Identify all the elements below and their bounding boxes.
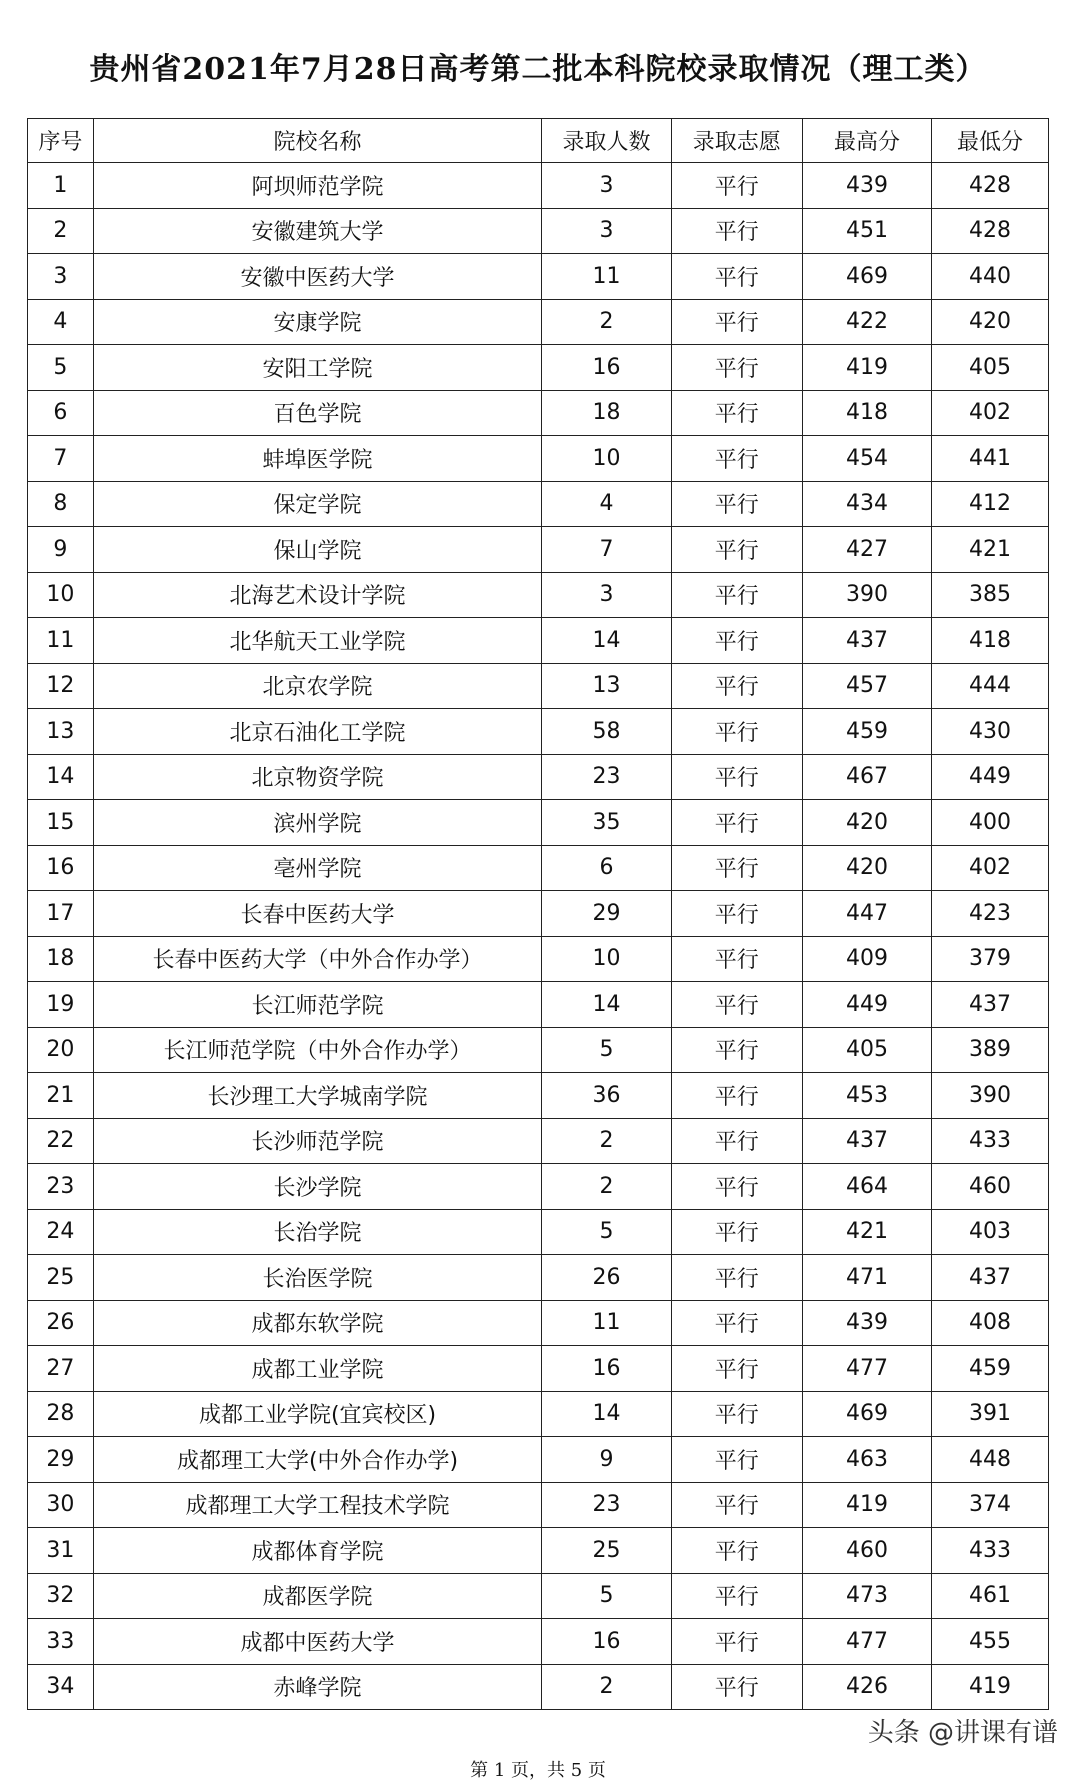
cell-admitted-count: 3 bbox=[542, 208, 671, 254]
cell-min-score: 391 bbox=[932, 1391, 1049, 1437]
cell-admitted-count: 9 bbox=[542, 1437, 671, 1483]
cell-preference: 平行 bbox=[671, 1027, 802, 1073]
cell-index: 2 bbox=[28, 208, 94, 254]
cell-index: 21 bbox=[28, 1073, 94, 1119]
cell-admitted-count: 14 bbox=[542, 1391, 671, 1437]
cell-admitted-count: 5 bbox=[542, 1027, 671, 1073]
cell-max-score: 418 bbox=[802, 390, 931, 436]
cell-index: 15 bbox=[28, 800, 94, 846]
table-row bbox=[28, 936, 1049, 982]
cell-min-score: 448 bbox=[932, 1437, 1049, 1483]
table-row bbox=[28, 845, 1049, 891]
cell-index: 7 bbox=[28, 436, 94, 482]
cell-admitted-count: 4 bbox=[542, 481, 671, 527]
cell-max-score: 437 bbox=[802, 1118, 931, 1164]
cell-admitted-count: 16 bbox=[542, 1619, 671, 1665]
cell-index: 27 bbox=[28, 1346, 94, 1392]
cell-school-name: 北京石油化工学院 bbox=[93, 709, 542, 755]
cell-school-name: 安徽中医药大学 bbox=[93, 254, 542, 300]
table-row bbox=[28, 345, 1049, 391]
table-row bbox=[28, 1573, 1049, 1619]
cell-max-score: 405 bbox=[802, 1027, 931, 1073]
cell-preference: 平行 bbox=[671, 936, 802, 982]
cell-preference: 平行 bbox=[671, 754, 802, 800]
table-row bbox=[28, 1664, 1049, 1710]
cell-min-score: 459 bbox=[932, 1346, 1049, 1392]
cell-admitted-count: 10 bbox=[542, 936, 671, 982]
cell-max-score: 420 bbox=[802, 845, 931, 891]
cell-school-name: 百色学院 bbox=[93, 390, 542, 436]
cell-admitted-count: 35 bbox=[542, 800, 671, 846]
cell-preference: 平行 bbox=[671, 254, 802, 300]
cell-school-name: 滨州学院 bbox=[93, 800, 542, 846]
table-row bbox=[28, 390, 1049, 436]
cell-admitted-count: 29 bbox=[542, 891, 671, 937]
col-header-max-score: 最高分 bbox=[802, 119, 931, 163]
cell-index: 13 bbox=[28, 709, 94, 755]
cell-max-score: 477 bbox=[802, 1619, 931, 1665]
cell-preference: 平行 bbox=[671, 1164, 802, 1210]
cell-min-score: 402 bbox=[932, 390, 1049, 436]
cell-max-score: 467 bbox=[802, 754, 931, 800]
cell-min-score: 437 bbox=[932, 982, 1049, 1028]
cell-preference: 平行 bbox=[671, 1118, 802, 1164]
page-footer: 第 1 页，共 5 页 bbox=[470, 1760, 606, 1781]
cell-min-score: 455 bbox=[932, 1619, 1049, 1665]
cell-max-score: 454 bbox=[802, 436, 931, 482]
cell-preference: 平行 bbox=[671, 345, 802, 391]
cell-preference: 平行 bbox=[671, 1346, 802, 1392]
cell-index: 25 bbox=[28, 1255, 94, 1301]
cell-preference: 平行 bbox=[671, 709, 802, 755]
cell-preference: 平行 bbox=[671, 1391, 802, 1437]
cell-min-score: 440 bbox=[932, 254, 1049, 300]
cell-index: 11 bbox=[28, 618, 94, 664]
table-row bbox=[28, 618, 1049, 664]
cell-school-name: 赤峰学院 bbox=[93, 1664, 542, 1710]
cell-admitted-count: 3 bbox=[542, 163, 671, 209]
cell-admitted-count: 7 bbox=[542, 527, 671, 573]
cell-school-name: 蚌埠医学院 bbox=[93, 436, 542, 482]
col-header-admitted-count: 录取人数 bbox=[542, 119, 671, 163]
cell-preference: 平行 bbox=[671, 572, 802, 618]
cell-school-name: 成都中医药大学 bbox=[93, 1619, 542, 1665]
cell-preference: 平行 bbox=[671, 1573, 802, 1619]
cell-max-score: 439 bbox=[802, 163, 931, 209]
col-header-school: 院校名称 bbox=[93, 119, 542, 163]
table-row bbox=[28, 481, 1049, 527]
cell-index: 19 bbox=[28, 982, 94, 1028]
table-row bbox=[28, 1027, 1049, 1073]
cell-school-name: 安阳工学院 bbox=[93, 345, 542, 391]
cell-school-name: 保山学院 bbox=[93, 527, 542, 573]
cell-school-name: 北京物资学院 bbox=[93, 754, 542, 800]
cell-admitted-count: 23 bbox=[542, 1482, 671, 1528]
table-row bbox=[28, 754, 1049, 800]
watermark: 头条 @讲课有谱 bbox=[867, 1718, 1058, 1748]
cell-min-score: 441 bbox=[932, 436, 1049, 482]
cell-preference: 平行 bbox=[671, 436, 802, 482]
table-row bbox=[28, 527, 1049, 573]
cell-index: 9 bbox=[28, 527, 94, 573]
cell-index: 4 bbox=[28, 299, 94, 345]
cell-min-score: 430 bbox=[932, 709, 1049, 755]
cell-admitted-count: 16 bbox=[542, 345, 671, 391]
table-row bbox=[28, 163, 1049, 209]
cell-admitted-count: 23 bbox=[542, 754, 671, 800]
table-row bbox=[28, 254, 1049, 300]
cell-min-score: 402 bbox=[932, 845, 1049, 891]
cell-school-name: 长沙理工大学城南学院 bbox=[93, 1073, 542, 1119]
cell-admitted-count: 2 bbox=[542, 1664, 671, 1710]
cell-min-score: 437 bbox=[932, 1255, 1049, 1301]
cell-index: 8 bbox=[28, 481, 94, 527]
cell-max-score: 419 bbox=[802, 1482, 931, 1528]
cell-preference: 平行 bbox=[671, 299, 802, 345]
cell-index: 1 bbox=[28, 163, 94, 209]
cell-preference: 平行 bbox=[671, 1300, 802, 1346]
cell-admitted-count: 10 bbox=[542, 436, 671, 482]
cell-school-name: 安康学院 bbox=[93, 299, 542, 345]
cell-school-name: 安徽建筑大学 bbox=[93, 208, 542, 254]
cell-school-name: 北京农学院 bbox=[93, 663, 542, 709]
cell-school-name: 长江师范学院（中外合作办学） bbox=[93, 1027, 542, 1073]
table-header-row bbox=[28, 119, 1049, 163]
cell-max-score: 469 bbox=[802, 254, 931, 300]
cell-index: 10 bbox=[28, 572, 94, 618]
cell-min-score: 428 bbox=[932, 163, 1049, 209]
table-row bbox=[28, 1391, 1049, 1437]
cell-school-name: 长春中医药大学（中外合作办学） bbox=[93, 936, 542, 982]
table-row bbox=[28, 1255, 1049, 1301]
cell-preference: 平行 bbox=[671, 618, 802, 664]
cell-school-name: 阿坝师范学院 bbox=[93, 163, 542, 209]
cell-min-score: 449 bbox=[932, 754, 1049, 800]
cell-max-score: 427 bbox=[802, 527, 931, 573]
cell-min-score: 433 bbox=[932, 1528, 1049, 1574]
table-body bbox=[28, 163, 1049, 1710]
cell-admitted-count: 13 bbox=[542, 663, 671, 709]
cell-max-score: 447 bbox=[802, 891, 931, 937]
cell-min-score: 419 bbox=[932, 1664, 1049, 1710]
cell-max-score: 422 bbox=[802, 299, 931, 345]
cell-preference: 平行 bbox=[671, 208, 802, 254]
cell-min-score: 423 bbox=[932, 891, 1049, 937]
cell-min-score: 405 bbox=[932, 345, 1049, 391]
cell-admitted-count: 11 bbox=[542, 254, 671, 300]
table-row bbox=[28, 982, 1049, 1028]
cell-index: 32 bbox=[28, 1573, 94, 1619]
cell-max-score: 419 bbox=[802, 345, 931, 391]
cell-school-name: 北华航天工业学院 bbox=[93, 618, 542, 664]
cell-max-score: 471 bbox=[802, 1255, 931, 1301]
cell-admitted-count: 2 bbox=[542, 299, 671, 345]
cell-index: 24 bbox=[28, 1209, 94, 1255]
admission-table bbox=[27, 118, 1049, 1710]
cell-admitted-count: 6 bbox=[542, 845, 671, 891]
table-row bbox=[28, 1346, 1049, 1392]
cell-preference: 平行 bbox=[671, 1664, 802, 1710]
cell-school-name: 成都工业学院(宜宾校区) bbox=[93, 1391, 542, 1437]
cell-preference: 平行 bbox=[671, 800, 802, 846]
cell-school-name: 长沙学院 bbox=[93, 1164, 542, 1210]
cell-max-score: 464 bbox=[802, 1164, 931, 1210]
cell-preference: 平行 bbox=[671, 1619, 802, 1665]
cell-max-score: 473 bbox=[802, 1573, 931, 1619]
cell-min-score: 400 bbox=[932, 800, 1049, 846]
cell-min-score: 390 bbox=[932, 1073, 1049, 1119]
page-title: 贵州省2021年7月28日高考第二批本科院校录取情况（理工类） bbox=[89, 52, 987, 87]
cell-max-score: 477 bbox=[802, 1346, 931, 1392]
cell-max-score: 439 bbox=[802, 1300, 931, 1346]
cell-admitted-count: 25 bbox=[542, 1528, 671, 1574]
table-row bbox=[28, 1300, 1049, 1346]
cell-max-score: 434 bbox=[802, 481, 931, 527]
cell-admitted-count: 26 bbox=[542, 1255, 671, 1301]
cell-admitted-count: 2 bbox=[542, 1164, 671, 1210]
cell-index: 33 bbox=[28, 1619, 94, 1665]
cell-index: 23 bbox=[28, 1164, 94, 1210]
cell-max-score: 469 bbox=[802, 1391, 931, 1437]
cell-max-score: 463 bbox=[802, 1437, 931, 1483]
cell-preference: 平行 bbox=[671, 982, 802, 1028]
cell-index: 28 bbox=[28, 1391, 94, 1437]
cell-max-score: 426 bbox=[802, 1664, 931, 1710]
col-header-index: 序号 bbox=[28, 119, 94, 163]
cell-max-score: 459 bbox=[802, 709, 931, 755]
cell-min-score: 403 bbox=[932, 1209, 1049, 1255]
cell-preference: 平行 bbox=[671, 1482, 802, 1528]
cell-index: 26 bbox=[28, 1300, 94, 1346]
cell-max-score: 421 bbox=[802, 1209, 931, 1255]
cell-school-name: 成都体育学院 bbox=[93, 1528, 542, 1574]
cell-school-name: 长春中医药大学 bbox=[93, 891, 542, 937]
cell-preference: 平行 bbox=[671, 845, 802, 891]
table-row bbox=[28, 1482, 1049, 1528]
cell-index: 18 bbox=[28, 936, 94, 982]
table-row bbox=[28, 1164, 1049, 1210]
cell-index: 20 bbox=[28, 1027, 94, 1073]
cell-admitted-count: 16 bbox=[542, 1346, 671, 1392]
cell-min-score: 412 bbox=[932, 481, 1049, 527]
table-row bbox=[28, 1528, 1049, 1574]
cell-min-score: 460 bbox=[932, 1164, 1049, 1210]
cell-preference: 平行 bbox=[671, 1073, 802, 1119]
cell-index: 17 bbox=[28, 891, 94, 937]
cell-admitted-count: 3 bbox=[542, 572, 671, 618]
cell-min-score: 420 bbox=[932, 299, 1049, 345]
cell-max-score: 449 bbox=[802, 982, 931, 1028]
col-header-preference: 录取志愿 bbox=[671, 119, 802, 163]
cell-admitted-count: 2 bbox=[542, 1118, 671, 1164]
cell-school-name: 成都东软学院 bbox=[93, 1300, 542, 1346]
table-row bbox=[28, 663, 1049, 709]
cell-school-name: 保定学院 bbox=[93, 481, 542, 527]
cell-admitted-count: 14 bbox=[542, 618, 671, 664]
cell-school-name: 长治医学院 bbox=[93, 1255, 542, 1301]
cell-min-score: 444 bbox=[932, 663, 1049, 709]
cell-index: 22 bbox=[28, 1118, 94, 1164]
table-row bbox=[28, 1073, 1049, 1119]
cell-index: 6 bbox=[28, 390, 94, 436]
cell-min-score: 379 bbox=[932, 936, 1049, 982]
table-row bbox=[28, 1619, 1049, 1665]
cell-admitted-count: 58 bbox=[542, 709, 671, 755]
cell-max-score: 420 bbox=[802, 800, 931, 846]
cell-index: 14 bbox=[28, 754, 94, 800]
cell-min-score: 421 bbox=[932, 527, 1049, 573]
cell-preference: 平行 bbox=[671, 1437, 802, 1483]
table-row bbox=[28, 572, 1049, 618]
cell-preference: 平行 bbox=[671, 1255, 802, 1301]
table-row bbox=[28, 709, 1049, 755]
cell-school-name: 成都工业学院 bbox=[93, 1346, 542, 1392]
cell-school-name: 长沙师范学院 bbox=[93, 1118, 542, 1164]
cell-admitted-count: 5 bbox=[542, 1209, 671, 1255]
cell-preference: 平行 bbox=[671, 527, 802, 573]
cell-preference: 平行 bbox=[671, 891, 802, 937]
table-row bbox=[28, 891, 1049, 937]
cell-max-score: 390 bbox=[802, 572, 931, 618]
cell-min-score: 461 bbox=[932, 1573, 1049, 1619]
cell-max-score: 453 bbox=[802, 1073, 931, 1119]
table-row bbox=[28, 1437, 1049, 1483]
cell-preference: 平行 bbox=[671, 481, 802, 527]
cell-admitted-count: 36 bbox=[542, 1073, 671, 1119]
cell-max-score: 451 bbox=[802, 208, 931, 254]
cell-school-name: 成都医学院 bbox=[93, 1573, 542, 1619]
cell-min-score: 389 bbox=[932, 1027, 1049, 1073]
cell-preference: 平行 bbox=[671, 663, 802, 709]
cell-max-score: 409 bbox=[802, 936, 931, 982]
col-header-min-score: 最低分 bbox=[932, 119, 1049, 163]
cell-preference: 平行 bbox=[671, 1528, 802, 1574]
cell-admitted-count: 18 bbox=[542, 390, 671, 436]
cell-min-score: 385 bbox=[932, 572, 1049, 618]
cell-min-score: 433 bbox=[932, 1118, 1049, 1164]
cell-max-score: 457 bbox=[802, 663, 931, 709]
cell-school-name: 成都理工大学(中外合作办学) bbox=[93, 1437, 542, 1483]
cell-max-score: 460 bbox=[802, 1528, 931, 1574]
cell-admitted-count: 14 bbox=[542, 982, 671, 1028]
cell-school-name: 亳州学院 bbox=[93, 845, 542, 891]
cell-school-name: 长治学院 bbox=[93, 1209, 542, 1255]
cell-index: 29 bbox=[28, 1437, 94, 1483]
table-row bbox=[28, 1118, 1049, 1164]
cell-admitted-count: 11 bbox=[542, 1300, 671, 1346]
cell-school-name: 长江师范学院 bbox=[93, 982, 542, 1028]
cell-preference: 平行 bbox=[671, 1209, 802, 1255]
cell-index: 5 bbox=[28, 345, 94, 391]
table-row bbox=[28, 208, 1049, 254]
cell-index: 34 bbox=[28, 1664, 94, 1710]
cell-min-score: 408 bbox=[932, 1300, 1049, 1346]
cell-min-score: 428 bbox=[932, 208, 1049, 254]
cell-max-score: 437 bbox=[802, 618, 931, 664]
cell-index: 3 bbox=[28, 254, 94, 300]
cell-min-score: 418 bbox=[932, 618, 1049, 664]
cell-preference: 平行 bbox=[671, 390, 802, 436]
cell-index: 31 bbox=[28, 1528, 94, 1574]
cell-school-name: 成都理工大学工程技术学院 bbox=[93, 1482, 542, 1528]
cell-index: 16 bbox=[28, 845, 94, 891]
cell-index: 12 bbox=[28, 663, 94, 709]
table-row bbox=[28, 299, 1049, 345]
cell-preference: 平行 bbox=[671, 163, 802, 209]
cell-index: 30 bbox=[28, 1482, 94, 1528]
table-row bbox=[28, 800, 1049, 846]
cell-admitted-count: 5 bbox=[542, 1573, 671, 1619]
cell-school-name: 北海艺术设计学院 bbox=[93, 572, 542, 618]
table-row bbox=[28, 436, 1049, 482]
cell-min-score: 374 bbox=[932, 1482, 1049, 1528]
table-row bbox=[28, 1209, 1049, 1255]
